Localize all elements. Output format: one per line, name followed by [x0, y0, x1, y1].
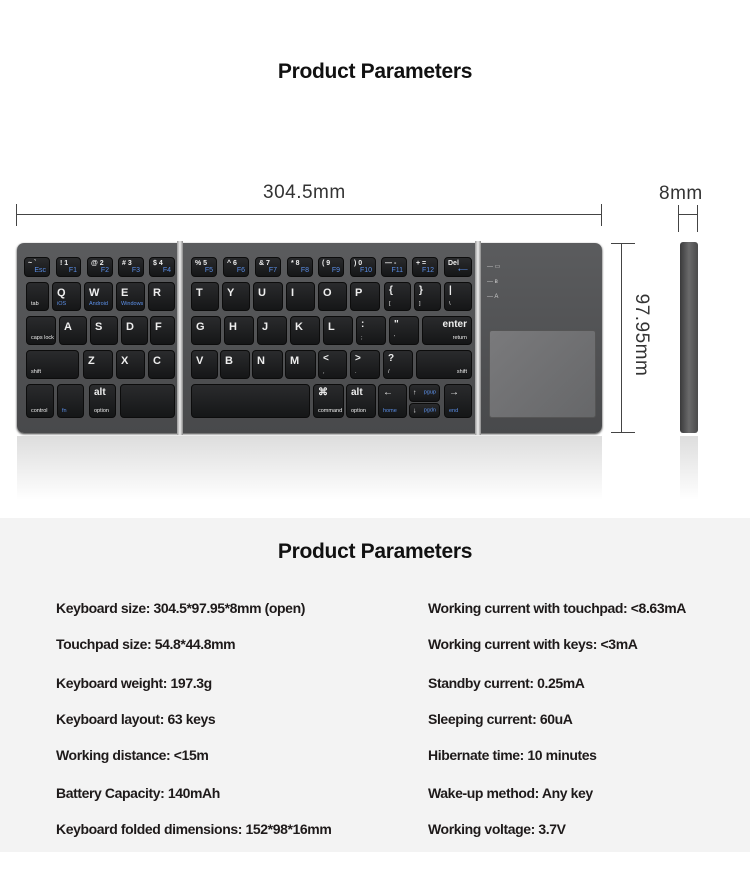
- key-sublabel: ,: [323, 368, 325, 375]
- key-y[interactable]: [222, 282, 250, 311]
- key-label: ! 1: [60, 260, 69, 267]
- key-label: H: [229, 321, 237, 333]
- key-c[interactable]: [148, 350, 175, 379]
- key--2[interactable]: [87, 257, 113, 277]
- touchpad[interactable]: [489, 330, 596, 418]
- specs-title: Product Parameters: [277, 540, 473, 563]
- key-sublabel: Android: [89, 300, 108, 307]
- key-sublabel: F1: [68, 267, 77, 274]
- key-del[interactable]: [444, 257, 472, 277]
- key--[interactable]: [24, 257, 50, 277]
- key--5[interactable]: [191, 257, 217, 277]
- key-f[interactable]: [150, 316, 175, 345]
- key-sublabel: ⟵: [457, 267, 468, 274]
- key-o[interactable]: [318, 282, 347, 311]
- key-z[interactable]: [83, 350, 113, 379]
- dimension-tick: [601, 204, 602, 226]
- height-dimension-label: 97.95mm: [631, 293, 652, 377]
- key-label: # 3: [122, 260, 132, 267]
- thickness-dimension-label: 8mm: [659, 183, 703, 204]
- width-dimension-line: [16, 214, 602, 215]
- key-label: ^ 6: [227, 260, 237, 267]
- key-label: <: [323, 353, 329, 364]
- key--[interactable]: [384, 282, 411, 311]
- key-label: M: [290, 355, 300, 367]
- key-label: @ 2: [91, 260, 104, 267]
- key-n[interactable]: [252, 350, 283, 379]
- keyboard-side-view: [680, 242, 698, 433]
- left-hinge: [177, 241, 183, 435]
- key-label: B: [225, 355, 233, 367]
- bluetooth-indicator: — ʙ: [487, 279, 498, 285]
- key--8[interactable]: [287, 257, 313, 277]
- spec-item: Keyboard weight: 197.3g: [56, 675, 212, 691]
- key-w[interactable]: [84, 282, 113, 311]
- key-label: $ 4: [153, 260, 163, 267]
- key-sublabel: Windows: [121, 300, 144, 307]
- right-hinge: [475, 241, 481, 435]
- key-t[interactable]: [191, 282, 219, 311]
- key-i[interactable]: [286, 282, 315, 311]
- key-label: F: [155, 321, 162, 333]
- key-sublabel: command: [318, 407, 343, 414]
- caps-indicator: — A: [487, 294, 499, 300]
- key-label: D: [126, 321, 134, 333]
- key--[interactable]: [318, 350, 347, 379]
- key-sublabel: F11: [391, 267, 403, 274]
- spec-item: Keyboard size: 304.5*97.95*8mm (open): [56, 600, 305, 616]
- key-label: ?: [388, 353, 395, 364]
- key-b[interactable]: [220, 350, 250, 379]
- key-sublabel: [: [389, 300, 391, 307]
- key-label: X: [121, 355, 129, 367]
- key-label: ⌘: [318, 387, 328, 398]
- key-sublabel: F3: [131, 267, 140, 274]
- key-space[interactable]: [191, 384, 310, 418]
- key-label: & 7: [259, 260, 270, 267]
- key-sublabel: ]: [419, 300, 421, 307]
- key-label: enter: [442, 319, 467, 330]
- key-label: — -: [385, 260, 397, 267]
- key-h[interactable]: [224, 316, 254, 345]
- spec-item: Battery Capacity: 140mAh: [56, 785, 220, 801]
- key-label: ( 9: [322, 260, 331, 267]
- key-label: →: [449, 387, 459, 398]
- key-sublabel: option: [94, 407, 109, 414]
- key-sublabel: Esc: [34, 267, 46, 274]
- key-sublabel: end: [449, 407, 459, 414]
- key-sublabel: control: [31, 407, 48, 414]
- key-label: E: [121, 287, 129, 299]
- key--[interactable]: [409, 403, 440, 418]
- key-sublabel: F4: [162, 267, 171, 274]
- key--4[interactable]: [149, 257, 175, 277]
- spec-item: Wake-up method: Any key: [428, 785, 593, 801]
- key-sublabel: iOS: [57, 300, 67, 307]
- key-sublabel: F12: [421, 267, 434, 274]
- key-x[interactable]: [116, 350, 145, 379]
- key--[interactable]: [444, 384, 472, 418]
- key-sublabel: F8: [300, 267, 309, 274]
- key-sublabel: ;: [361, 334, 363, 341]
- key--[interactable]: [350, 350, 380, 379]
- dimension-tick: [697, 205, 698, 232]
- key-label: ↑: [413, 389, 417, 397]
- key-enter[interactable]: [422, 316, 472, 345]
- key-label: ~ `: [28, 260, 37, 267]
- key-label: |: [449, 285, 452, 296]
- spec-item: Hibernate time: 10 minutes: [428, 747, 597, 763]
- key--[interactable]: [378, 384, 407, 418]
- spec-item: Sleeping current: 60uA: [428, 711, 573, 727]
- key-l[interactable]: [323, 316, 353, 345]
- key-alt[interactable]: [89, 384, 116, 418]
- spec-item: Keyboard layout: 63 keys: [56, 711, 216, 727]
- key-label: P: [355, 287, 363, 299]
- key-label: I: [291, 287, 295, 299]
- key-p[interactable]: [350, 282, 380, 311]
- key-fn[interactable]: [57, 384, 84, 418]
- key-label: K: [295, 321, 303, 333]
- key-label: O: [323, 287, 332, 299]
- key-label: U: [258, 287, 266, 299]
- key--[interactable]: [412, 257, 438, 277]
- key-label: >: [355, 353, 361, 364]
- key-label: W: [89, 287, 100, 299]
- key-label: {: [389, 285, 393, 296]
- keyboard-reflection: [17, 436, 602, 500]
- key-sublabel: F10: [359, 267, 372, 274]
- spec-item: Keyboard folded dimensions: 152*98*16mm: [56, 821, 332, 837]
- key--[interactable]: [444, 282, 472, 311]
- key-j[interactable]: [257, 316, 287, 345]
- width-dimension-label: 304.5mm: [263, 182, 346, 203]
- key-sublabel: shift: [456, 368, 467, 375]
- key-label: S: [95, 321, 103, 333]
- dimension-tick: [611, 432, 635, 433]
- key-label: T: [196, 287, 203, 299]
- battery-indicator: — ▭: [487, 264, 501, 270]
- key--7[interactable]: [255, 257, 281, 277]
- key-label: ↓: [413, 407, 417, 414]
- key-alt[interactable]: [346, 384, 376, 418]
- dimension-tick: [678, 205, 679, 232]
- key-control[interactable]: [26, 384, 54, 418]
- spec-item: Working current with keys: <3mA: [428, 636, 638, 652]
- key-sublabel: fn: [62, 407, 67, 414]
- key-label: }: [419, 285, 423, 296]
- key-label: alt: [94, 387, 106, 398]
- key-label: Q: [57, 287, 66, 299]
- key-label: :: [361, 319, 365, 330]
- key-shift[interactable]: [416, 350, 472, 379]
- key-g[interactable]: [191, 316, 221, 345]
- key--6[interactable]: [223, 257, 249, 277]
- key-label: R: [153, 287, 161, 299]
- key--[interactable]: [389, 316, 419, 345]
- key-label: Y: [227, 287, 235, 299]
- key-sublabel: F6: [236, 267, 245, 274]
- key--[interactable]: [409, 384, 440, 402]
- key-label: ": [394, 319, 399, 330]
- key--1[interactable]: [56, 257, 81, 277]
- spec-item: Touchpad size: 54.8*44.8mm: [56, 636, 236, 652]
- key--[interactable]: [356, 316, 386, 345]
- key-d[interactable]: [121, 316, 148, 345]
- dimension-tick: [611, 243, 635, 244]
- key-sublabel: F9: [331, 267, 340, 274]
- key--3[interactable]: [118, 257, 144, 277]
- key-caps-lock[interactable]: [26, 316, 56, 345]
- key-sublabel: tab: [31, 300, 39, 307]
- key-label: C: [153, 355, 161, 367]
- dimension-tick: [16, 204, 17, 226]
- key--9[interactable]: [318, 257, 344, 277]
- key-q[interactable]: [52, 282, 81, 311]
- key-space[interactable]: [120, 384, 175, 418]
- key-sublabel: option: [351, 407, 366, 414]
- key-label: J: [262, 321, 269, 333]
- key-label: alt: [351, 387, 363, 398]
- key-label: Del: [448, 260, 459, 267]
- key-sublabel: caps lock: [31, 334, 54, 341]
- key-sublabel: .: [355, 368, 357, 375]
- key-v[interactable]: [191, 350, 218, 379]
- key-sublabel: F5: [204, 267, 213, 274]
- height-dimension-line: [621, 243, 622, 433]
- key-label: ) 0: [354, 260, 363, 267]
- key--[interactable]: [414, 282, 441, 311]
- spec-item: Working voltage: 3.7V: [428, 821, 566, 837]
- key-tab[interactable]: [26, 282, 49, 311]
- key--[interactable]: [381, 257, 407, 277]
- spec-item: Standby current: 0.25mA: [428, 675, 585, 691]
- key-sublabel: \: [449, 300, 451, 307]
- key-s[interactable]: [90, 316, 118, 345]
- key-label: G: [196, 321, 205, 333]
- key--0[interactable]: [350, 257, 376, 277]
- key-sublabel: /: [388, 368, 390, 375]
- key-r[interactable]: [148, 282, 175, 311]
- spec-item: Working distance: <15m: [56, 747, 209, 763]
- key-e[interactable]: [116, 282, 145, 311]
- key-sublabel: pgup: [423, 389, 436, 396]
- spec-item: Working current with touchpad: <8.63mA: [428, 600, 686, 616]
- key-a[interactable]: [59, 316, 87, 345]
- key-m[interactable]: [285, 350, 316, 379]
- key-label: Z: [88, 355, 95, 367]
- key-shift[interactable]: [26, 350, 79, 379]
- key-u[interactable]: [253, 282, 283, 311]
- key-label: + =: [416, 260, 427, 267]
- key-sublabel: return: [452, 334, 467, 341]
- key--[interactable]: [383, 350, 413, 379]
- key-k[interactable]: [290, 316, 320, 345]
- side-reflection: [680, 436, 698, 500]
- key-sublabel: ': [394, 334, 396, 341]
- thickness-dimension-line: [678, 214, 698, 215]
- key-sublabel: pgdn: [423, 406, 436, 413]
- key-label: V: [196, 355, 204, 367]
- key-label: N: [257, 355, 265, 367]
- key-label: * 8: [291, 260, 300, 267]
- key-label: L: [328, 321, 335, 333]
- key-label: A: [64, 321, 72, 333]
- key-label: ←: [383, 387, 393, 398]
- key-sublabel: home: [383, 407, 397, 414]
- page-title: Product Parameters: [277, 60, 473, 83]
- key--[interactable]: [313, 384, 344, 418]
- key-label: % 5: [195, 260, 208, 267]
- key-sublabel: F2: [100, 267, 109, 274]
- key-sublabel: shift: [31, 368, 42, 375]
- key-sublabel: F7: [268, 267, 277, 274]
